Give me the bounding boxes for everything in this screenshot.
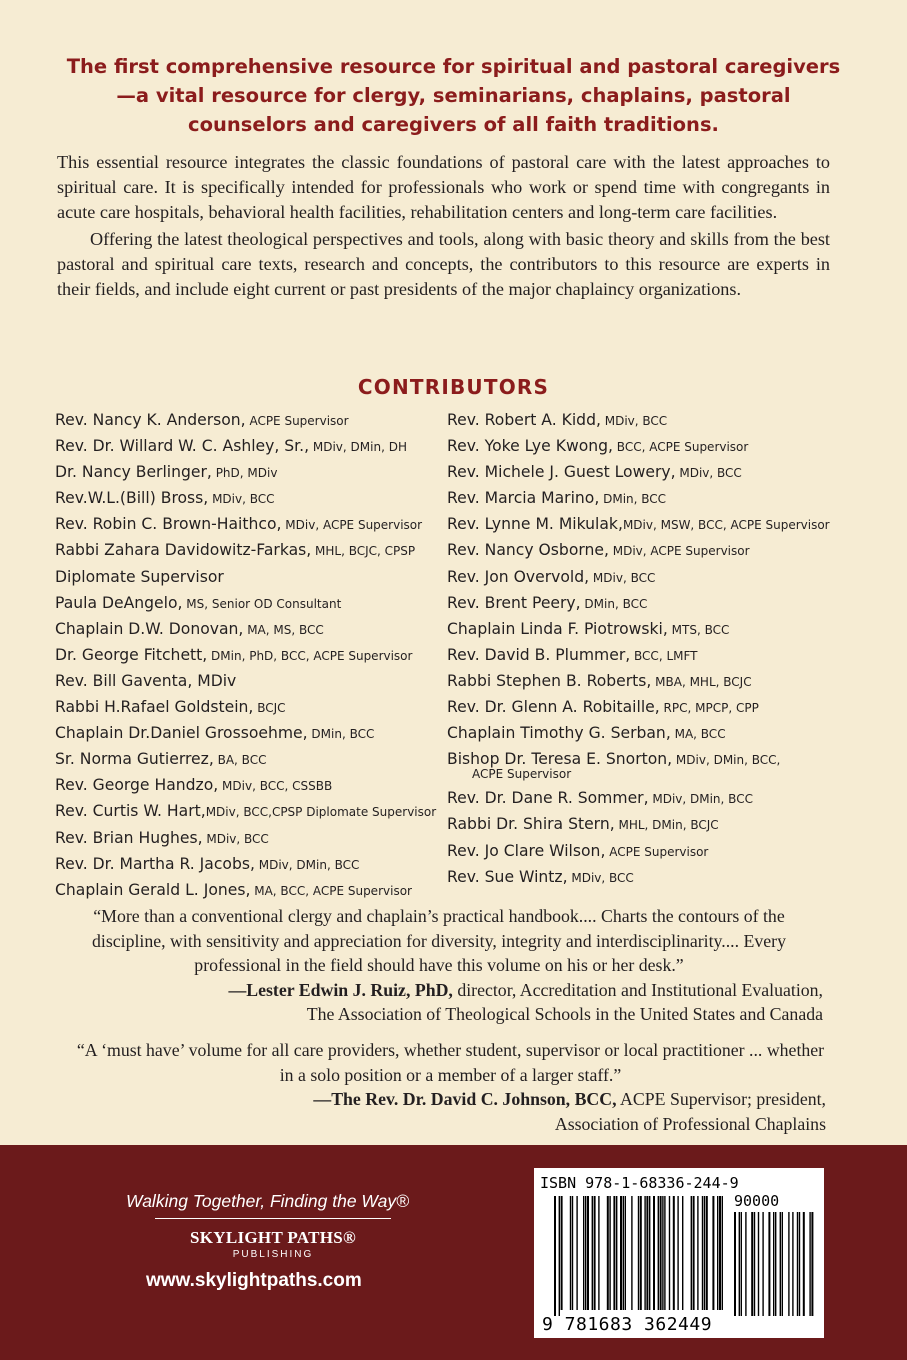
contributor-credentials: DMin, BCC bbox=[599, 492, 667, 507]
contributor-entry bbox=[447, 408, 867, 434]
barcode-addon-bar bbox=[754, 1212, 755, 1316]
contributor-credentials: BA, BCC bbox=[213, 753, 267, 768]
barcode-bar bbox=[631, 1196, 632, 1310]
barcode-bar bbox=[706, 1196, 708, 1310]
contributor-credentials: BCC, ACPE Supervisor bbox=[612, 440, 749, 455]
contributor-name: Rev. Nancy Osborne, bbox=[447, 541, 609, 560]
contributor-name: Bishop Dr. Teresa E. Snorton, bbox=[447, 750, 673, 769]
contributor-credentials: MA, BCC, ACPE Supervisor bbox=[250, 883, 412, 898]
barcode-bar bbox=[697, 1196, 698, 1310]
barcode-bar bbox=[722, 1196, 723, 1310]
contributor-credentials: MTS, BCC bbox=[667, 622, 730, 637]
barcode-addon-bar bbox=[811, 1212, 813, 1316]
barcode-addon-bar bbox=[782, 1212, 783, 1316]
contributor-name: Chaplain Timothy G. Serban, bbox=[447, 724, 671, 743]
contributor-credentials: MDiv, BCC bbox=[567, 870, 634, 885]
contributor-name: Rabbi Stephen B. Roberts, bbox=[447, 671, 652, 690]
quote-2-org: Association of Professional Chaplains bbox=[554, 1113, 826, 1134]
contributor-name: Rabbi H.Rafael Goldstein, bbox=[55, 698, 254, 717]
contributor-credentials: BCJC bbox=[253, 701, 286, 716]
barcode-bar bbox=[691, 1196, 692, 1310]
contributor-credentials: MDiv, BCC bbox=[589, 570, 656, 585]
contributor-entry bbox=[55, 565, 435, 591]
barcode-bar bbox=[598, 1196, 599, 1310]
barcode-bar bbox=[613, 1196, 615, 1310]
barcode-bar bbox=[640, 1196, 642, 1310]
barcode-bar bbox=[570, 1196, 571, 1310]
contributor-credentials: MDiv, MSW, BCC, ACPE Supervisor bbox=[622, 518, 830, 533]
contributor-entry bbox=[447, 865, 867, 891]
contributor-name: Rev. Michele J. Guest Lowery, bbox=[447, 463, 676, 482]
contributor-name: Chaplain Dr.Daniel Grossoehme, bbox=[55, 724, 308, 743]
contributor-name: Rev. Dr. Martha R. Jacobs, bbox=[55, 854, 255, 873]
barcode-bar bbox=[625, 1196, 626, 1310]
barcode-bar bbox=[587, 1196, 589, 1310]
barcode-addon-bar bbox=[797, 1212, 798, 1316]
barcode-addon-bar bbox=[792, 1212, 793, 1316]
tagline-divider bbox=[155, 1218, 391, 1219]
contributor-credentials: MA, MS, BCC bbox=[243, 622, 324, 637]
barcode-addon-bar bbox=[788, 1212, 789, 1316]
contributor-entry bbox=[447, 460, 867, 486]
contributor-entry bbox=[447, 643, 867, 669]
isbn-label: ISBN 978-1-68336-244-9 bbox=[540, 1174, 739, 1192]
barcode-addon-bar bbox=[745, 1212, 746, 1316]
contributor-name: Chaplain Linda F. Piotrowski, bbox=[447, 619, 668, 638]
contributor-entry bbox=[447, 839, 867, 865]
barcode-addon-bar bbox=[809, 1212, 810, 1316]
contributor-credentials: MHL, BCJC, CPSP bbox=[311, 544, 416, 559]
contributor-name: Rev. Dr. Glenn A. Robitaille, bbox=[447, 698, 660, 717]
barcode-bar bbox=[561, 1196, 563, 1310]
contributors-heading: CONTRIBUTORS bbox=[357, 375, 550, 399]
contributor-name: Rev. Robert A. Kidd, bbox=[447, 411, 601, 429]
intro-paragraph-2: Offering the latest theological perspectives and tools, along with basic theory and skills from the best pastoral and spiritual care texts, research and concepts, the contributors to this resource are experts in their fields, and include eight current or past presidents of the major chaplaincy organizations. bbox=[57, 228, 830, 300]
contributor-entry bbox=[447, 812, 867, 838]
barcode-bar bbox=[677, 1196, 678, 1310]
publisher-logo-sub: PUBLISHING bbox=[232, 1249, 314, 1260]
contributor-entry bbox=[55, 747, 435, 773]
barcode-bar bbox=[594, 1196, 596, 1310]
contributor-entry bbox=[55, 852, 435, 878]
barcode-addon-bar bbox=[741, 1212, 742, 1316]
contributor-name: Rev.W.L.(Bill) Bross, bbox=[55, 489, 209, 508]
quote-1-attribution bbox=[55, 978, 823, 1003]
barcode-addon-bar bbox=[768, 1212, 770, 1316]
contributor-name: Rabbi Zahara Davidowitz-Farkas, bbox=[55, 541, 312, 560]
contributor-name: Rabbi Dr. Shira Stern, bbox=[447, 815, 615, 834]
contributor-entry bbox=[55, 486, 435, 512]
barcode-bar bbox=[673, 1196, 675, 1310]
contributor-name: Rev. Robin C. Brown-Haithco, bbox=[55, 515, 282, 534]
contributor-entry bbox=[447, 669, 867, 695]
endorsement-quote-2 bbox=[75, 1038, 826, 1136]
contributor-entry bbox=[55, 617, 435, 643]
ean-digits: 9 781683 362449 bbox=[542, 1314, 713, 1335]
contributor-name: Rev. Yoke Lye Kwong, bbox=[447, 437, 613, 456]
contributor-entry bbox=[55, 878, 435, 904]
barcode-bar bbox=[717, 1196, 718, 1310]
contributor-name: Rev. Bill Gaventa, MDiv bbox=[55, 671, 237, 690]
contributor-credentials: MDiv, BCC,CPSP Diplomate Supervisor bbox=[205, 805, 437, 820]
barcode-bar bbox=[623, 1196, 624, 1310]
barcode-addon-bar bbox=[762, 1212, 763, 1316]
barcode-bar bbox=[653, 1196, 655, 1310]
barcode-bar bbox=[660, 1196, 662, 1310]
contributor-name: Rev. Sue Wintz, bbox=[447, 867, 568, 886]
contributor-entry bbox=[55, 408, 435, 434]
contributor-entry bbox=[55, 773, 435, 799]
barcode-bar bbox=[607, 1196, 609, 1310]
contributor-entry bbox=[447, 617, 867, 643]
barcode-bar bbox=[583, 1196, 584, 1310]
contributor-name: Dr. George Fitchett, bbox=[55, 645, 208, 664]
barcode-addon-bar bbox=[775, 1212, 776, 1316]
contributor-name: Rev. David B. Plummer, bbox=[447, 645, 631, 664]
barcode-bar bbox=[649, 1196, 650, 1310]
barcode-addon-bar bbox=[780, 1212, 781, 1316]
headline: The first comprehensive resource for spiritual and pastoral caregivers—a vital resource for clergy, seminarians, chaplains, pastoral counselors and caregivers of all faith traditions. bbox=[66, 55, 841, 136]
contributor-credentials: MDiv, BCC bbox=[600, 414, 668, 428]
contributor-name: Dr. Nancy Berlinger, bbox=[55, 463, 212, 482]
isbn-barcode bbox=[534, 1168, 824, 1338]
contributor-credentials: MDiv, DMin, BCC, bbox=[672, 753, 781, 768]
barcode-bar bbox=[644, 1196, 645, 1310]
contributor-entry bbox=[55, 669, 435, 695]
contributor-credentials: MDiv, ACPE Supervisor bbox=[608, 544, 750, 559]
contributor-entry bbox=[447, 538, 867, 564]
contributor-entry bbox=[447, 565, 867, 591]
contributor-entry bbox=[55, 434, 435, 460]
quote-1-author: —Lester Edwin J. Ruiz, PhD, bbox=[228, 979, 453, 1000]
contributor-name: Paula DeAngelo, bbox=[55, 593, 183, 612]
contributors-left-column bbox=[55, 408, 435, 904]
contributor-name: Rev. Dr. Willard W. C. Ashley, Sr., bbox=[55, 437, 310, 456]
barcode-bar bbox=[620, 1196, 622, 1310]
barcode-bar bbox=[712, 1196, 714, 1310]
endorsement-quote-1 bbox=[55, 904, 823, 1027]
barcode-bars bbox=[534, 1168, 824, 1338]
contributor-entry bbox=[55, 643, 435, 669]
contributor-entry bbox=[447, 591, 867, 617]
contributor-credentials: MS, Senior OD Consultant bbox=[182, 596, 342, 611]
contributor-credentials: PhD, MDiv bbox=[211, 466, 278, 481]
intro-text bbox=[57, 150, 830, 302]
contributor-entry bbox=[55, 799, 435, 825]
barcode-bar bbox=[616, 1196, 617, 1310]
contributor-credentials: MBA, MHL, BCJC bbox=[651, 674, 752, 689]
contributor-credentials: DMin, BCC bbox=[580, 596, 648, 611]
barcode-bar bbox=[702, 1196, 703, 1310]
contributor-credentials: MA, BCC bbox=[670, 727, 726, 742]
barcode-bar bbox=[682, 1196, 683, 1310]
quote-2-attribution bbox=[75, 1087, 826, 1112]
barcode-bar bbox=[585, 1196, 586, 1310]
contributor-entry bbox=[447, 786, 867, 812]
barcode-bar bbox=[592, 1196, 593, 1310]
publisher-logo: SKYLIGHT PATHS® bbox=[190, 1228, 356, 1247]
contributor-credentials: MDiv, ACPE Supervisor bbox=[281, 518, 423, 533]
barcode-addon-bar bbox=[734, 1212, 736, 1316]
contributor-name: Rev. Jo Clare Wilson, bbox=[447, 841, 606, 860]
contributor-name: Rev. Curtis W. Hart, bbox=[55, 802, 206, 821]
contributor-credentials: RPC, MPCP, CPP bbox=[659, 701, 759, 716]
contributor-name: Rev. Brent Peery, bbox=[447, 593, 581, 612]
barcode-bar bbox=[664, 1196, 665, 1310]
contributor-entry bbox=[55, 826, 435, 852]
quote-1-text: “More than a conventional clergy and chaplain’s practical handbook.... Charts the contours of the discipline, with sensitivity and appreciation for diversity, integrity and interdisciplinarity.... Every professional in the field should have this volume on his or her desk.” bbox=[92, 906, 786, 976]
contributor-entry bbox=[55, 695, 435, 721]
contributor-name: Rev. Dr. Dane R. Sommer, bbox=[447, 789, 649, 808]
publisher-tagline: Walking Together, Finding the Way® bbox=[126, 1191, 410, 1211]
contributor-credentials: MDiv, BCC bbox=[675, 466, 742, 481]
quote-2-text: “A ‘must have’ volume for all care providers, whether student, supervisor or local practitioner ... whether in a solo position or a member of a larger staff.” bbox=[76, 1040, 825, 1085]
contributor-name: Chaplain D.W. Donovan, bbox=[55, 619, 244, 638]
barcode-bar bbox=[669, 1196, 670, 1310]
contributor-entry bbox=[447, 747, 867, 780]
contributor-credentials-cont: ACPE Supervisor bbox=[472, 767, 572, 782]
contributor-credentials: MDiv, DMin, BCC bbox=[648, 792, 753, 807]
barcode-addon-bar bbox=[751, 1212, 753, 1316]
contributor-entry bbox=[447, 434, 867, 460]
barcode-addon-bar bbox=[803, 1212, 805, 1316]
publisher-website: www.skylightpaths.com bbox=[146, 1270, 362, 1291]
contributor-name: Rev. Lynne M. Mikulak, bbox=[447, 515, 623, 534]
quote-2-author: —The Rev. Dr. David C. Johnson, BCC, bbox=[313, 1089, 617, 1110]
barcode-bar bbox=[572, 1196, 573, 1310]
contributor-name: Rev. George Handzo, bbox=[55, 776, 219, 795]
contributor-credentials: MDiv, BCC bbox=[208, 492, 275, 507]
contributor-entry bbox=[55, 721, 435, 747]
barcode-bar bbox=[662, 1196, 663, 1310]
barcode-bar bbox=[704, 1196, 705, 1310]
quote-2-role: ACPE Supervisor; president, bbox=[616, 1089, 826, 1110]
barcode-addon-bar bbox=[799, 1212, 800, 1316]
contributor-credentials: DMin, PhD, BCC, ACPE Supervisor bbox=[207, 648, 413, 663]
contributor-entry bbox=[55, 591, 435, 617]
quote-1-role: director, Accreditation and Institutional Evaluation, bbox=[452, 979, 823, 1000]
barcode-bar bbox=[576, 1196, 577, 1310]
barcode-bar bbox=[693, 1196, 695, 1310]
contributor-name: Diplomate Supervisor bbox=[55, 567, 224, 586]
contributor-entry bbox=[447, 695, 867, 721]
contributor-credentials: MDiv, DMin, DH bbox=[309, 440, 407, 455]
contributor-credentials: ACPE Supervisor bbox=[245, 414, 349, 428]
contributor-credentials: BCC, LMFT bbox=[630, 648, 698, 663]
barcode-bar bbox=[719, 1196, 721, 1310]
contributors-right-column bbox=[447, 408, 867, 891]
barcode-addon-bar bbox=[739, 1212, 740, 1316]
contributor-credentials: MDiv, DMin, BCC bbox=[254, 857, 360, 872]
barcode-bar bbox=[638, 1196, 639, 1310]
barcode-bar bbox=[646, 1196, 648, 1310]
barcode-addon-bar bbox=[758, 1212, 759, 1316]
contributor-name: Rev. Marcia Marino, bbox=[447, 489, 600, 508]
barcode-addon: 90000 bbox=[734, 1192, 780, 1210]
contributor-name: Chaplain Gerald L. Jones, bbox=[55, 880, 251, 899]
contributor-credentials: ACPE Supervisor bbox=[605, 844, 709, 859]
barcode-bar bbox=[609, 1196, 610, 1310]
contributor-name: Rev. Nancy K. Anderson, bbox=[55, 411, 246, 429]
barcode-addon-bar bbox=[773, 1212, 774, 1316]
contributor-credentials: DMin, BCC bbox=[307, 727, 375, 742]
contributor-entry bbox=[447, 486, 867, 512]
contributor-entry bbox=[447, 512, 867, 538]
quote-1-org: The Association of Theological Schools in the United States and Canada bbox=[306, 1004, 823, 1025]
barcode-bar bbox=[559, 1196, 560, 1316]
contributor-entry bbox=[55, 460, 435, 486]
contributor-credentials: MDiv, BCC, CSSBB bbox=[218, 779, 333, 794]
contributor-credentials: MHL, DMin, BCJC bbox=[614, 818, 719, 833]
intro-paragraph-1: This essential resource integrates the classic foundations of pastoral care with the latest approaches to spiritual care. It is specifically intended for professionals who work or spend time with congregants in acute care hospitals, behavioral health facilities, rehabilitation centers and long-term care facilities. bbox=[57, 152, 830, 223]
barcode-bar bbox=[554, 1196, 556, 1316]
contributor-name: Sr. Norma Gutierrez, bbox=[55, 750, 214, 769]
contributor-entry bbox=[55, 512, 435, 538]
contributor-name: Rev. Jon Overvold, bbox=[447, 567, 590, 586]
contributor-name: Rev. Brian Hughes, bbox=[55, 828, 203, 847]
contributor-entry bbox=[55, 538, 435, 564]
barcode-bar bbox=[658, 1196, 659, 1310]
contributor-credentials: MDiv, BCC bbox=[202, 831, 269, 846]
contributor-entry bbox=[447, 721, 867, 747]
